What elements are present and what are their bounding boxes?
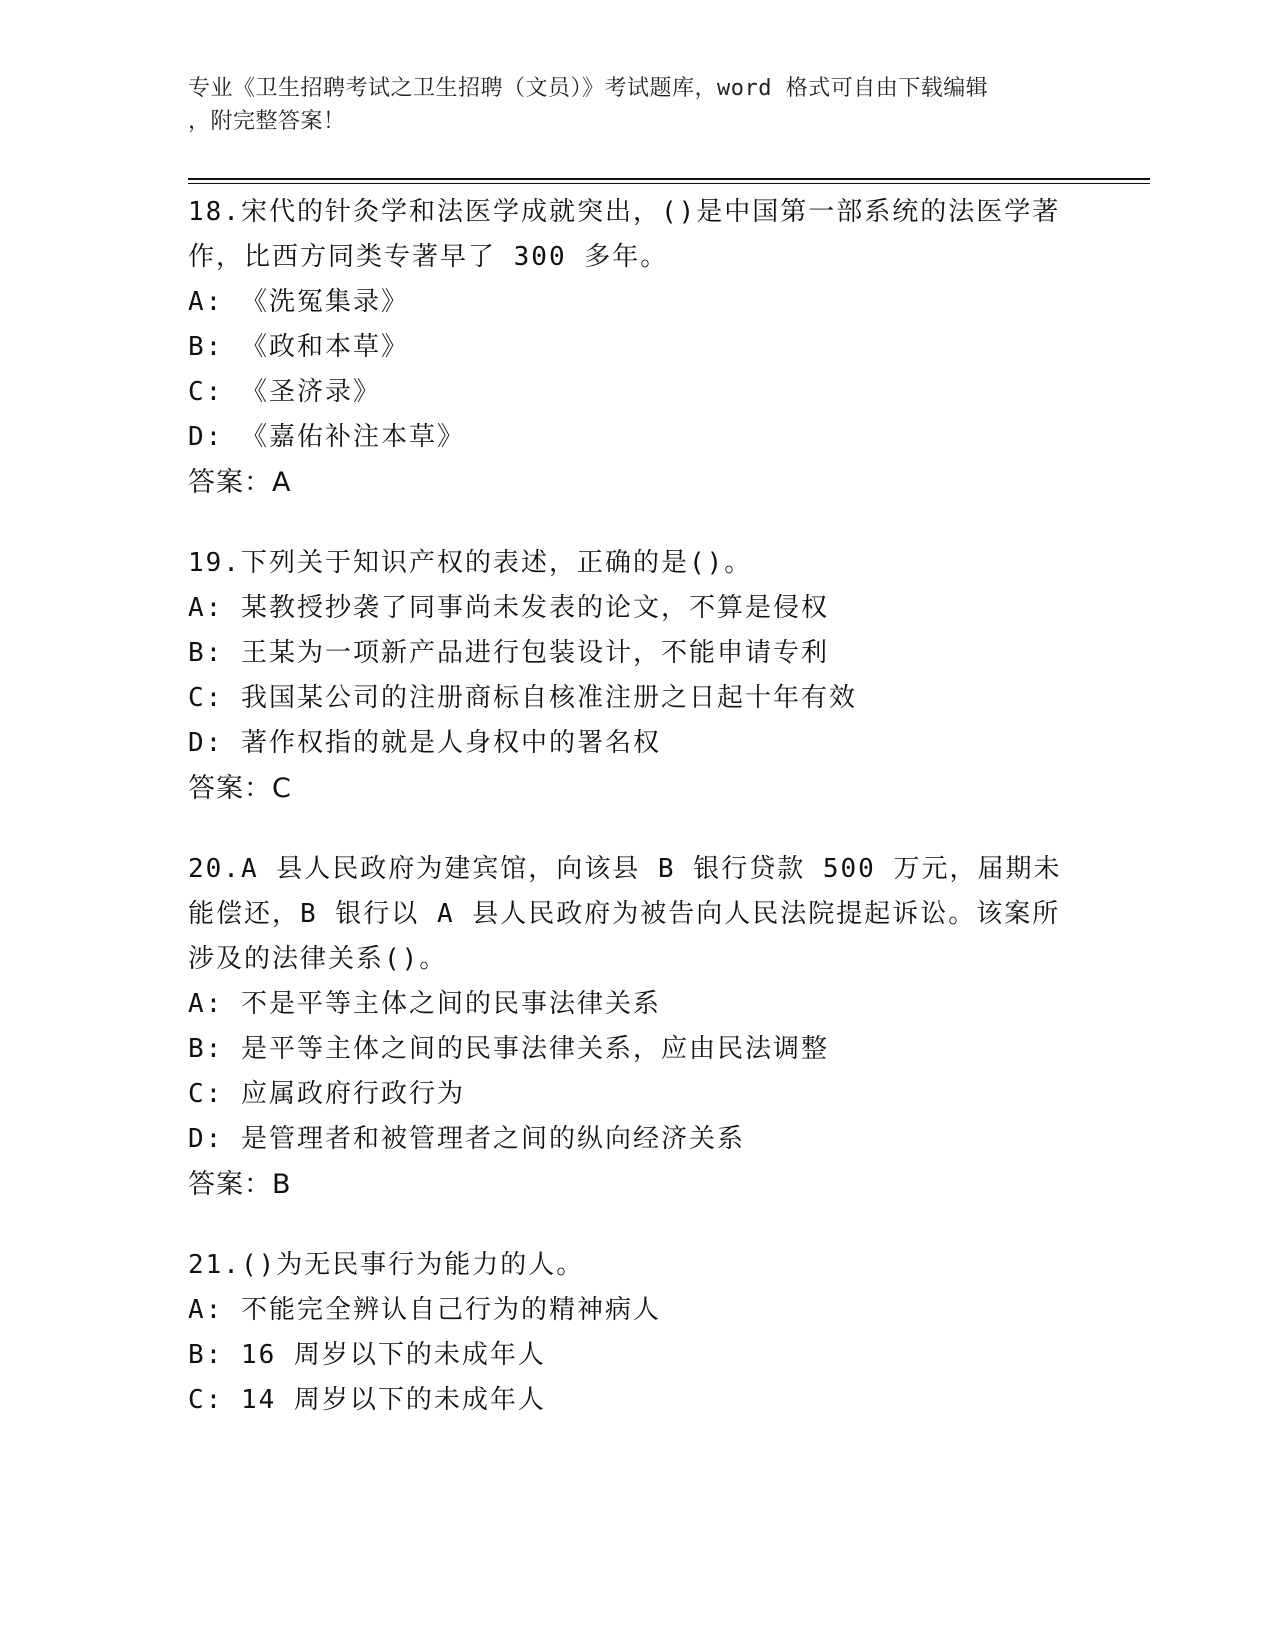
question-18 xyxy=(188,190,1088,505)
option-a: A: 某教授抄袭了同事尚未发表的论文，不算是侵权 xyxy=(188,593,829,623)
option-b: B: 16 周岁以下的未成年人 xyxy=(188,1340,546,1370)
option-a: A: 《洗冤集录》 xyxy=(188,287,409,317)
option-d: D: 著作权指的就是人身权中的署名权 xyxy=(188,728,661,758)
option-a: A: 不能完全辨认自己行为的精神病人 xyxy=(188,1295,661,1325)
option-a: A: 不是平等主体之间的民事法律关系 xyxy=(188,989,661,1019)
question-list xyxy=(188,190,1088,1459)
question-20 xyxy=(188,847,1088,1207)
answer-line: 答案：C xyxy=(188,773,292,804)
option-c: C: 14 周岁以下的未成年人 xyxy=(188,1385,546,1415)
option-c: C: 应属政府行政行为 xyxy=(188,1079,465,1109)
option-c: C: 我国某公司的注册商标自核准注册之日起十年有效 xyxy=(188,683,857,713)
option-b: B: 是平等主体之间的民事法律关系，应由民法调整 xyxy=(188,1034,829,1064)
header-rule-thick xyxy=(188,178,1150,180)
option-d: D: 《嘉佑补注本草》 xyxy=(188,422,465,452)
question-stem: 19.下列关于知识产权的表述，正确的是()。 xyxy=(188,548,753,578)
answer-line: 答案：B xyxy=(188,1169,292,1200)
question-19 xyxy=(188,541,1088,811)
option-b: B: 《政和本草》 xyxy=(188,332,409,362)
document-header xyxy=(188,72,1068,138)
question-stem: 18.宋代的针灸学和法医学成就突出，()是中国第一部系统的法医学著作，比西方同类专著早了 300 多年。 xyxy=(188,197,1061,272)
header-rule-thin xyxy=(188,183,1150,184)
answer-line: 答案：A xyxy=(188,467,292,498)
header-line: 专业《卫生招聘考试之卫生招聘（文员）》考试题库，word 格式可自由下载编辑 xyxy=(188,76,989,101)
question-stem: 21.()为无民事行为能力的人。 xyxy=(188,1250,585,1280)
header-line: ，附完整答案！ xyxy=(188,109,346,134)
question-21 xyxy=(188,1243,1088,1423)
question-stem: 20.A 县人民政府为建宾馆，向该县 B 银行贷款 500 万元，届期未能偿还，B 银行以 A 县人民政府为被告向人民法院提起诉讼。该案所涉及的法律关系()。 xyxy=(188,854,1062,974)
option-d: D: 是管理者和被管理者之间的纵向经济关系 xyxy=(188,1124,745,1154)
option-c: C: 《圣济录》 xyxy=(188,377,381,407)
option-b: B: 王某为一项新产品进行包装设计，不能申请专利 xyxy=(188,638,829,668)
